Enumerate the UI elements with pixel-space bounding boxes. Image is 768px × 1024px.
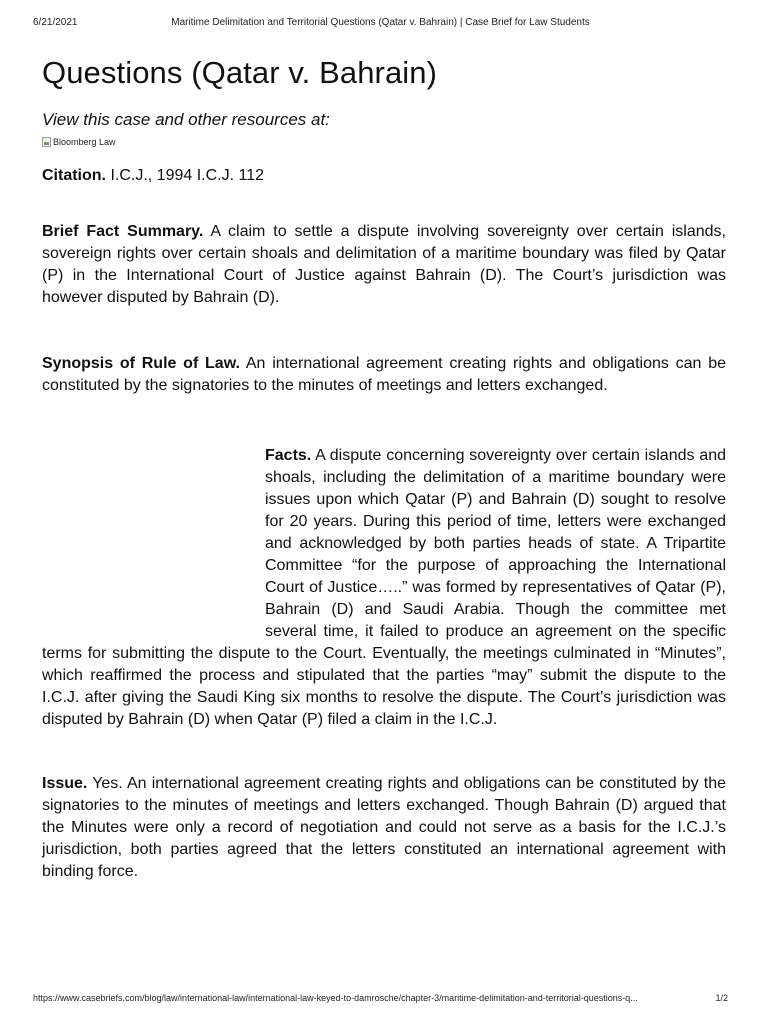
- logo-alt-text: Bloomberg Law: [53, 137, 116, 147]
- resources-line: View this case and other resources at:: [42, 110, 330, 129]
- synopsis-label: Synopsis of Rule of Law.: [42, 355, 240, 372]
- broken-image-icon: [42, 137, 51, 147]
- citation-label: Citation.: [42, 167, 106, 184]
- facts-label: Facts.: [265, 447, 312, 464]
- issue-text: Yes. An international agreement creating rights and obligations can be constituted by the signatories to the minutes of meetings and letters exchanged. Though Bahrain (D) argued that the Minutes were only a record of negotiation and could not serve as a basis for the I.C.J.’s jurisdiction, both parties agreed that the letters constituted an international agreement with binding force.: [42, 775, 726, 880]
- synopsis-text: An international agreement creating rights and obligations can be constituted by the signatories to the minutes of meetings and letters exchanged.: [42, 355, 726, 394]
- brief-fact-summary-paragraph: [42, 221, 726, 309]
- synopsis-paragraph: [42, 353, 726, 397]
- facts-text: A dispute concerning sovereignty over certain islands and shoals, including the delimitation of a maritime boundary were issues upon which Qatar (P) and Bahrain (D) sought to resolve for 20 years. During this period of time, letters were exchanged and acknowledged by both parties heads of state. A Tripartite Committee “for the purpose of approaching the International Court of Justice…..” was formed by representatives of Qatar (P), Bahrain (D) and Saudi Arabia. Though the committee met several time, it failed to produce an agreement on the specific terms for submitting the dispute to the Court. Eventually, the meetings culminated in “Minutes”, which reaffirmed the process and stipulated that the parties “may” submit the dispute to the I.C.J. after giving the Saudi King six months to resolve the dispute. The Court’s jurisdiction was disputed by Bahrain (D) when Qatar (P) filed a claim in the I.C.J.: [42, 447, 726, 728]
- article-content: [42, 52, 726, 883]
- print-url: https://www.casebriefs.com/blog/law/international-law/international-law-keyed-to-damrosche/chapter-3/maritime-delimitation-and-territorial-questions-q...: [33, 993, 638, 1003]
- print-document-title: Maritime Delimitation and Territorial Questions (Qatar v. Bahrain) | Case Brief for Law Students: [171, 17, 590, 28]
- issue-label: Issue.: [42, 775, 88, 792]
- bloomberg-law-logo-link[interactable]: [42, 135, 726, 149]
- facts-section: [42, 445, 726, 731]
- print-date: 6/21/2021: [33, 17, 78, 28]
- page-number: 1/2: [715, 993, 728, 1003]
- summary-text: A claim to settle a dispute involving sovereignty over certain islands, sovereign rights over certain shoals and delimitation of a maritime boundary was filed by Qatar (P) in the International Court of Justice against Bahrain (D). The Court’s jurisdiction was however disputed by Bahrain (D).: [42, 223, 726, 306]
- issue-paragraph: [42, 773, 726, 883]
- page-title: Questions (Qatar v. Bahrain): [42, 55, 438, 90]
- summary-label: Brief Fact Summary.: [42, 223, 204, 240]
- citation-paragraph: [42, 165, 726, 187]
- facts-float-spacer: [42, 445, 265, 641]
- citation-text: I.C.J., 1994 I.C.J. 112: [106, 167, 264, 184]
